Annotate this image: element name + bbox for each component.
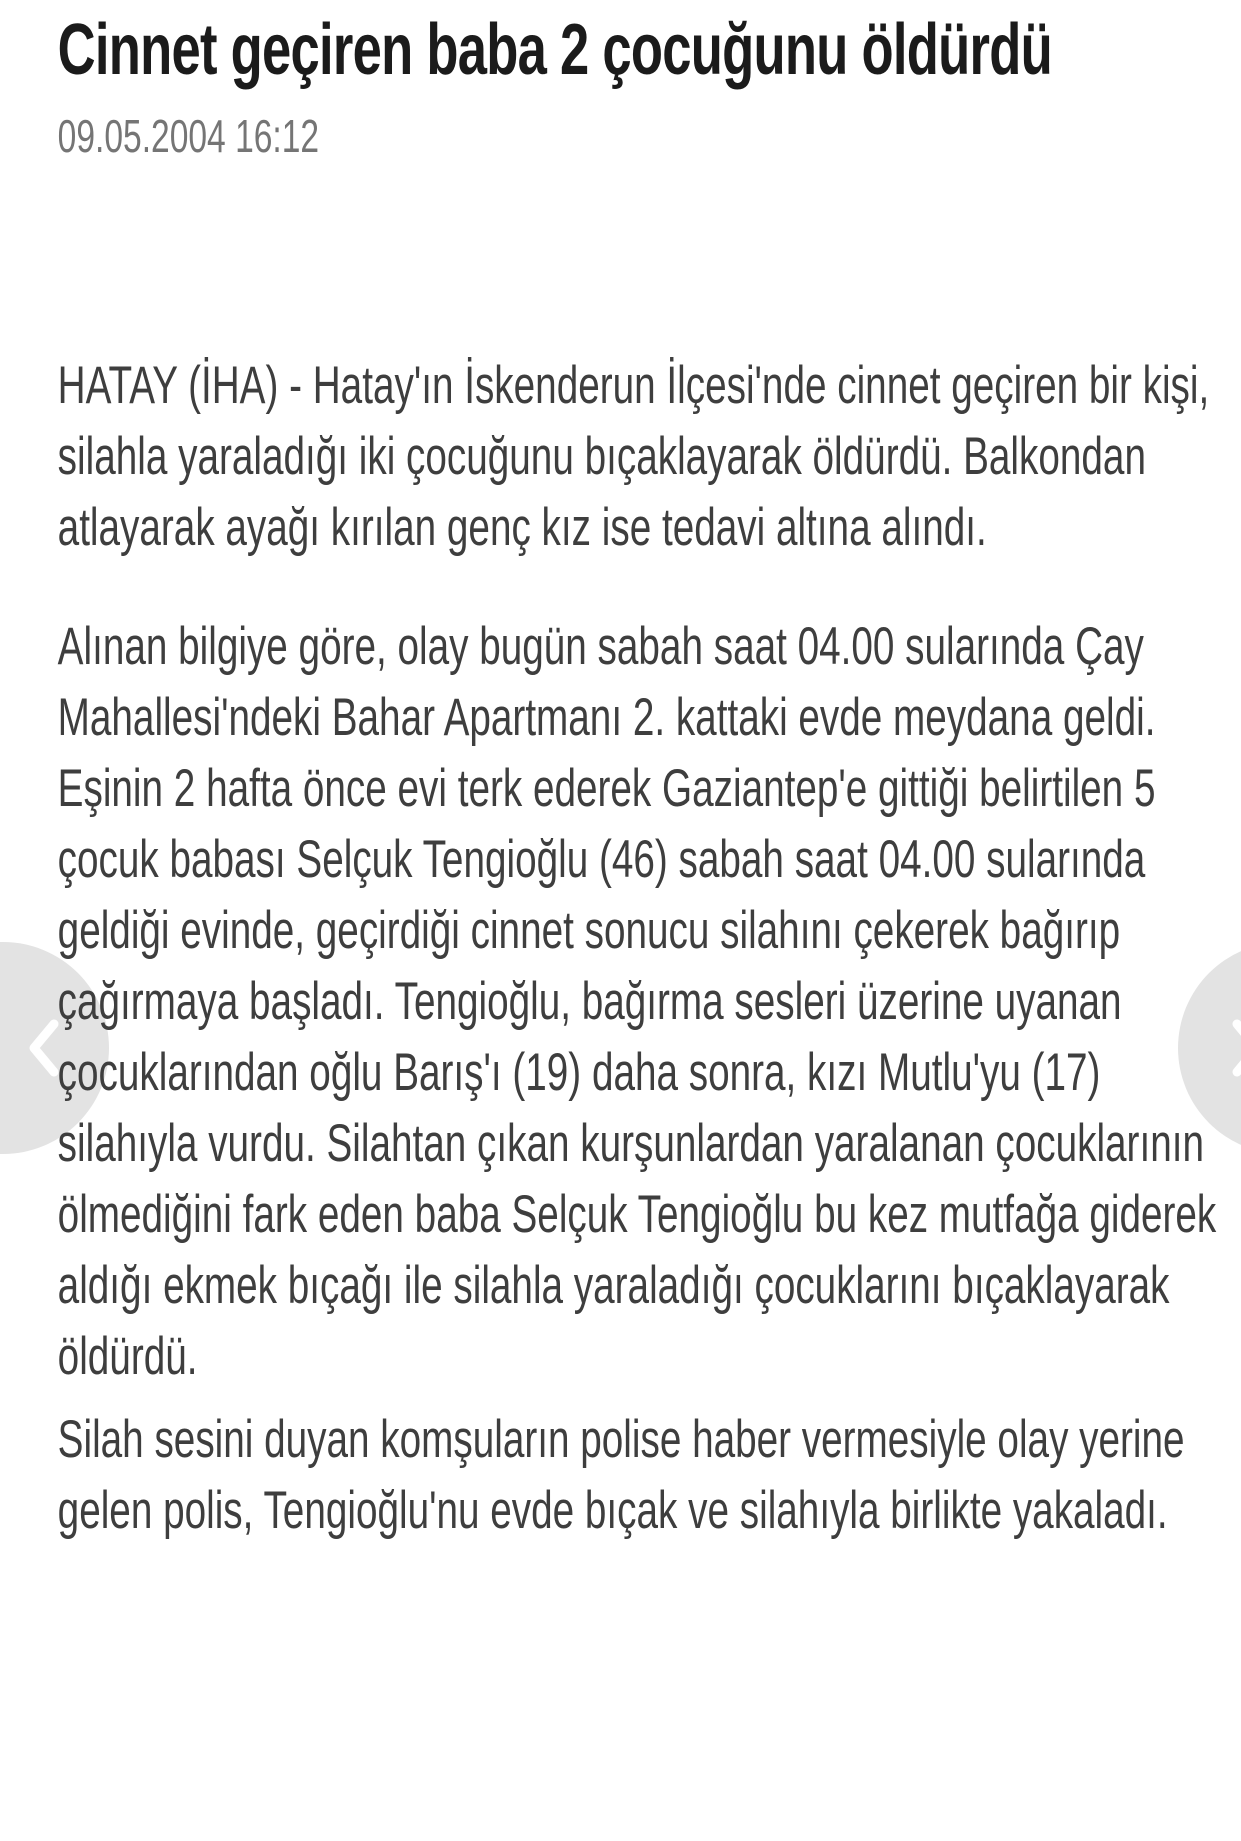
article-paragraph-1: HATAY (İHA) - Hatay'ın İskenderun İlçesi'nde cinnet geçiren bir kişi, silahla yaraladığı iki çocuğunu bıçaklayarak öldürdü. Balkondan atlayarak ayağı kırılan genç kız ise tedavi altına alındı. [57, 356, 1210, 557]
article-title: Cinnet geçiren baba 2 çocuğunu öldürdü [57, 10, 1053, 90]
article-body [58, 350, 1227, 1546]
article-paragraph-2: Alınan bilgiye göre, olay bugün sabah saat 04.00 sularında Çay Mahallesi'ndeki Bahar Apartmanı 2. kattaki evde meydana geldi. Eşinin 2 hafta önce evi terk ederek Gaziantep'e gittiği belirtilen 5 çocuk babası Selçuk Tengioğlu (46) sabah saat 04.00 sularında geldiği evinde, geçirdiği cinnet sonucu silahını çekerek bağırıp çağırmaya başladı. Tengioğlu, bağırma sesleri üzerine uyanan çocuklarından oğlu Barış'ı (19) daha sonra, kızı Mutlu'yu (17) silahıyla vurdu. Silahtan çıkan kurşunlardan yaralanan çocuklarının ölmediğini fark eden baba Selçuk Tengioğlu bu kez mutfağa giderek aldığı ekmek bıçağı ile silahla yaraladığı çocuklarını bıçaklayarak öldürdü. [57, 617, 1217, 1386]
article-paragraph-3: Silah sesini duyan komşuların polise haber vermesiyle olay yerine gelen polis, Tengioğlu'nu evde bıçak ve silahıyla birlikte yakaladı. [57, 1410, 1185, 1540]
article-date: 09.05.2004 16:12 [57, 110, 320, 162]
